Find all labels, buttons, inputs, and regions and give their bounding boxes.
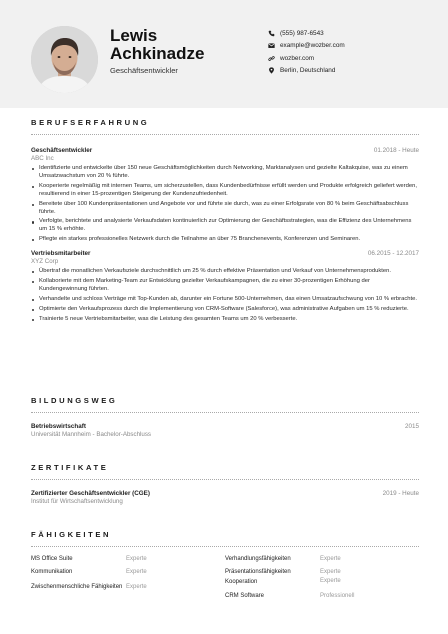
- job-bullets: [31, 268, 419, 323]
- bullet-item: Trainierte 5 neue Vertriebsmitarbeiter, was die Leistung des gesamten Teams um 20 % verbesserte.: [31, 316, 419, 324]
- bullet-item: Kollaborierte mit dem Marketing-Team zur Entwicklung gezielter Verkaufskampagnen, die zu einer 30-prozentigen Erhöhung der Kundengewinnung führten.: [31, 278, 419, 294]
- job-company: ABC Inc: [31, 155, 54, 162]
- skill-row: [31, 566, 419, 579]
- skill-row: [31, 553, 419, 566]
- location-icon: [268, 67, 280, 74]
- portrait-image: [31, 26, 98, 93]
- education-entry: [31, 423, 419, 438]
- contact-location: [268, 65, 345, 78]
- bullet-item: Identifizierte und entwickelte über 150 neue Geschäftsmöglichkeiten durch Networking, Marktanalysen und gezielte Kaltakquise, was zu einem Umsatzwachstum von 20 % führte.: [31, 165, 419, 181]
- job-role: Geschäftsentwickler: [110, 66, 178, 75]
- contact-email[interactable]: [268, 40, 345, 53]
- skill-level: Experte: [320, 556, 341, 563]
- skill-name: CRM Software: [225, 593, 265, 599]
- skills-section-header: [31, 530, 419, 547]
- education-title: BILDUNGSWEG: [31, 396, 118, 405]
- location-text: Berlin, Deutschland: [280, 67, 336, 75]
- institution: Universität Mannheim - Bachelor-Abschluss: [31, 431, 152, 438]
- job-company: XYZ Corp: [31, 258, 59, 266]
- bullet-item: Bereitete über 100 Kundenpräsentationen und Angebote vor und führte sie durch, was zu einer Erfolgsrate von 80 % beim Geschäftsabschluss führte.: [31, 201, 419, 217]
- certificates-section: [31, 463, 419, 505]
- skill-name: Präsentationsfähigkeiten: [225, 568, 291, 575]
- bullet-item: Kooperierte regelmäßig mit internen Teams, um sicherzustellen, dass Kundenbedürfnisse erfüllt werden und Produkte erfolgreich geliefert werden, resultierend in einer 15-prozentigen Steigerung der Kundenzufriedenheit.: [31, 183, 419, 199]
- bullet-item: Pflegte ein starkes professionelles Netzwerk durch die Teilnahme an über 75 Branchenevents, Konferenzen und Seminaren.: [31, 236, 419, 244]
- email-text: example@wozber.com: [280, 42, 345, 50]
- section-divider: [31, 546, 419, 547]
- job-bullets: [31, 165, 419, 244]
- education-year: 2015: [404, 423, 419, 430]
- skill-level: Experte: [320, 578, 341, 584]
- person-name: [110, 27, 204, 63]
- section-divider: [31, 479, 419, 480]
- experience-section: [31, 118, 419, 326]
- skill-name: Kooperation: [225, 579, 258, 585]
- last-name: Achkinadze: [110, 44, 205, 63]
- skill-row: [31, 591, 419, 601]
- contact-list: [268, 27, 345, 77]
- website-text: wozber.com: [280, 54, 315, 62]
- skill-level: Experte: [126, 568, 147, 575]
- certificates-title: ZERTIFIKATE: [31, 463, 109, 472]
- job-dates: 01.2018 - Heute: [373, 147, 419, 154]
- first-name: Lewis: [110, 26, 158, 45]
- skill-level: Professionell: [320, 593, 355, 599]
- job-position: Vertriebsmitarbeiter: [31, 250, 91, 258]
- skill-name: Kommunikation: [31, 568, 73, 575]
- contact-website[interactable]: [268, 52, 345, 65]
- certificate-entry: [31, 490, 419, 505]
- bullet-item: Optimierte den Verkaufsprozess durch die Implementierung von CRM-Software (Salesforce), was administrative Aufgaben um 15 % reduzierte.: [31, 306, 419, 314]
- job-entry: [31, 147, 419, 244]
- skill-name: Verhandlungsfähigkeiten: [225, 556, 291, 563]
- skill-name: Zwischenmenschliche Fähigkeiten: [31, 583, 123, 590]
- section-divider: [31, 134, 419, 135]
- bullet-item: Verfolgte, berichtete und analysierte Verkaufsdaten kontinuierlich zur Optimierung der Geschäftsstrategien, was die Effizienz des Unternehmens um 15 % erhöhte.: [31, 218, 419, 234]
- skills-table: [31, 553, 419, 601]
- job-entry: [31, 250, 419, 323]
- mail-icon: [268, 42, 280, 49]
- skill-level: Experte: [126, 556, 147, 563]
- bullet-item: Verhandelte und schloss Verträge mit Top-Kunden ab, darunter ein Fortune 500-Unternehmen, das einen Umsatzaufschwung von 10 % erbrachte.: [31, 296, 419, 304]
- degree: Betriebswirtschaft: [31, 423, 86, 430]
- skill-level: Experte: [320, 568, 341, 575]
- profile-photo: [31, 26, 98, 93]
- skill-level: [126, 591, 225, 601]
- skill-name: MS Office Suite: [31, 556, 73, 563]
- section-divider: [31, 412, 419, 413]
- header-band: [0, 0, 448, 108]
- phone-text: (555) 987-6543: [280, 29, 324, 37]
- link-icon: [268, 55, 280, 62]
- experience-title: BERUFSERFAHRUNG: [31, 118, 150, 127]
- skill-level: Experte: [126, 583, 147, 590]
- certificate-name: Zertifizierter Geschäftsentwickler (CGE): [31, 490, 150, 497]
- certificate-year: 2019 - Heute: [382, 490, 419, 497]
- skill-name: [31, 591, 126, 601]
- contact-phone[interactable]: [268, 27, 345, 40]
- skills-title: FÄHIGKEITEN: [31, 530, 112, 539]
- bullet-item: Übertraf die monatlichen Verkaufsziele durchschnittlich um 25 % durch effektive Präsentation und Verkauf von Unternehmensprodukten.: [31, 268, 419, 276]
- education-section: [31, 396, 419, 438]
- job-position: Geschäftsentwickler: [31, 147, 93, 154]
- certificate-issuer: Institut für Wirtschaftsentwicklung: [31, 498, 123, 505]
- phone-icon: [268, 30, 280, 37]
- job-dates: 06.2015 - 12.2017: [367, 250, 419, 258]
